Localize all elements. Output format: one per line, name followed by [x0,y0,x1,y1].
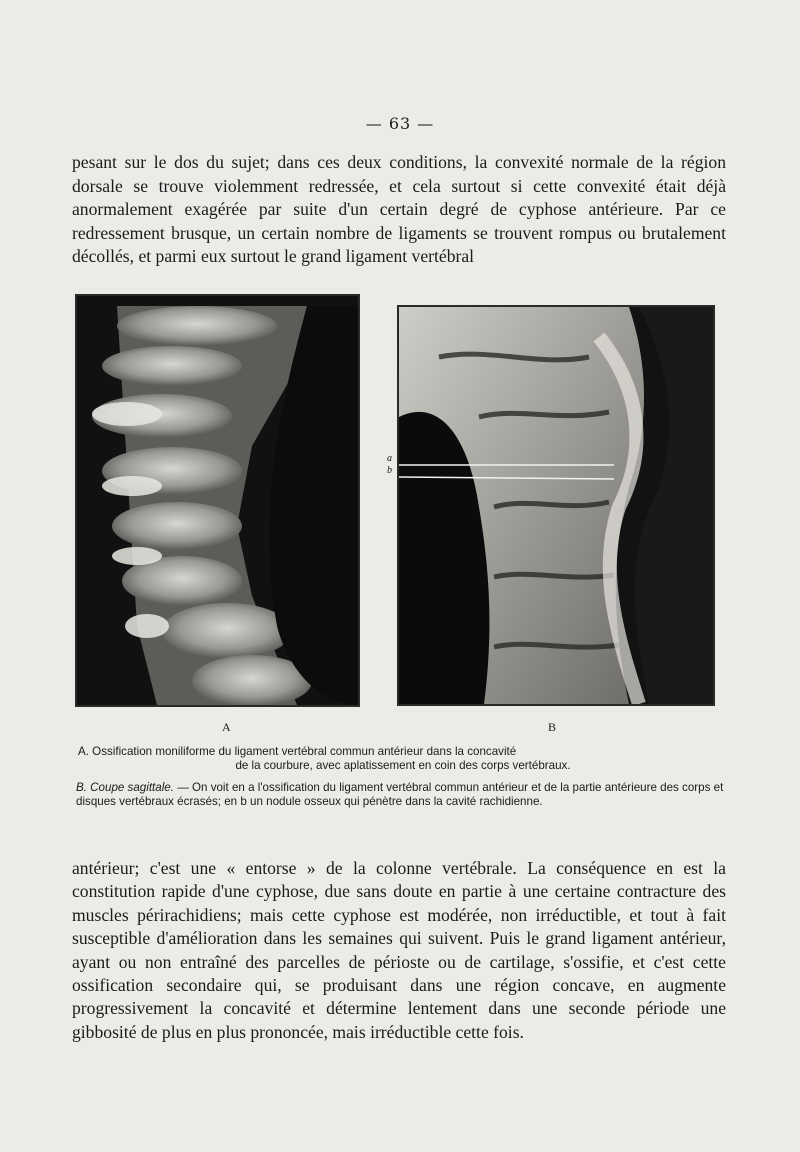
caption-b [76,781,728,809]
figure-a-label: A [222,720,231,734]
figure-b-marker-b: b [387,465,392,476]
caption-a-line2: de la courbure, avec aplatissement en coin des corps vertébraux. [235,759,571,773]
figure-b-marker-a: a [387,453,392,464]
body-paragraph-top: pesant sur le dos du sujet; dans ces deux conditions, la convexité normale de la région dorsale se trouve violemment redressée, et cela surtout si cette convexité était déjà anormalement exagérée par suite d'un certain degré de cyphose antérieure. Par ce redressement brusque, un certain nombre de ligaments se trouvent rompus ou brutalement décollés, et parmi eux surtout le grand ligament vertébral [72,152,726,267]
caption-a [78,745,728,773]
body-paragraph-bottom: antérieur; c'est une « entorse » de la colonne vertébrale. La conséquence en est la constitution rapide d'une cyphose, due sans doute en partie à une certaine contracture des muscles périrachidiens; mais cette cyphose est modérée, non irréductible, et tout à fait susceptible d'amélioration dans les semaines qui suivent. Puis le grand ligament antérieur, ayant ou non entraîné des parcelles de périoste ou de cartilage, s'ossifie, et c'est cette ossification secondaire qui, se produisant dans une région concave, en augmente progressivement la concavité et détermine lentement dans une seconde période une gibbosité de plus en plus prononcée, mais irréductible cette fois. [72,858,726,1042]
caption-b-key: B. Coupe sagittale. [76,781,174,794]
caption-b-text: — On voit en a l'ossification du ligament vertébral commun antérieur et de la partie antérieure des corps et disques vertébraux écrasés; en b un nodule osseux qui pénètre dans la cavité rachidienne. [76,781,724,809]
page-number: — 63 — [365,114,435,133]
caption-a-line1: A. Ossification moniliforme du ligament vertébral commun antérieur dans la concavité [78,745,517,758]
figure-b-label: B [548,720,557,734]
figure-b-sagittal-section [397,305,715,706]
figure-a-spine-photo [75,294,360,707]
